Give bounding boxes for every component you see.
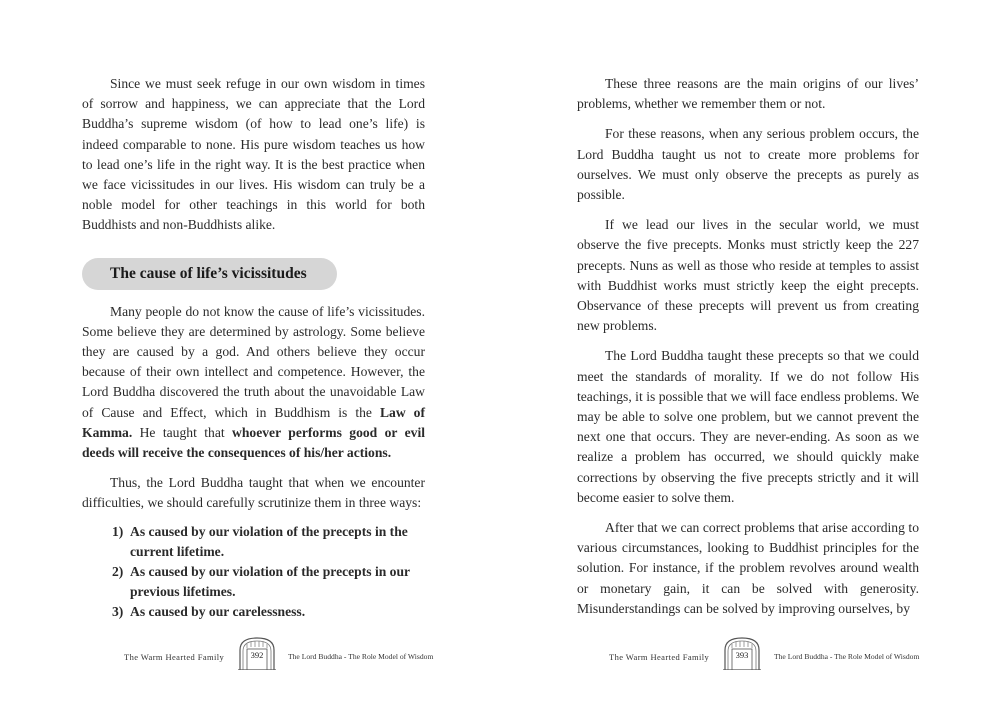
footer-chapter-title: The Lord Buddha - The Role Model of Wisdom (774, 652, 920, 661)
left-paragraph-2 (82, 302, 425, 464)
right-footer (500, 636, 1000, 672)
section-heading (82, 258, 337, 290)
left-paragraph-1: Since we must seek refuge in our own wisdom in times of sorrow and happiness, we can appreciate that the Lord Buddha’s supreme wisdom (of how to lead one’s life) is indeed comparable to none. His pure wisdom teaches us how to lead one’s life in the right way. It is the best practice when we face vicissitudes in our lives. His wisdom can truly be a noble model for other teachings in this world for both Buddhists and non-Buddhists alike. (82, 76, 425, 233)
section-heading-text: The cause of life’s vicissitudes (110, 264, 307, 282)
right-paragraph-5: After that we can correct problems that arise according to various circumstances, looking to Buddhist principles for the solution. For instance, if the problem revolves around wealth or monetary gain, it can be solved with generosity. Misunderstandings can be solved by improving ourselves, by (577, 520, 919, 616)
footer-book-title: The Warm Hearted Family (124, 652, 225, 662)
temple-gate-icon (238, 636, 276, 670)
right-paragraph-4: The Lord Buddha taught these precepts so that we could meet the standards of morality. If we do not follow His teachings, it is possible that we will face endless problems. We may be able to solve one problem, but we cannot prevent the next one that occurs. They are never-ending. As soon as we realize a problem has occurred, we should quickly make corrections by observing the five precepts strictly and it will become easier to solve them. (577, 348, 919, 505)
list-text: As caused by our violation of the precepts in our previous lifetimes. (130, 564, 410, 600)
footer-chapter-title: The Lord Buddha - The Role Model of Wisdom (288, 652, 434, 661)
footer-book-title: The Warm Hearted Family (609, 652, 710, 662)
right-paragraph-3: If we lead our lives in the secular world, we must observe the five precepts. Monks must strictly keep the 227 precepts. Nuns as well as those who reside at temples to assist with Buddhist works must strictly keep the eight precepts. Observance of these precepts will prevent us from creating new problems. (577, 217, 919, 334)
right-paragraph-1: These three reasons are the main origins of our lives’ problems, whether we remember them or not. (577, 76, 919, 112)
consequences-text: whoever performs good or evil deeds will receive the consequences of his/her actions. (82, 424, 425, 461)
paragraph-text: He taught that (132, 424, 233, 440)
list-item (112, 562, 425, 602)
left-footer (0, 636, 500, 672)
list-number: 3) (112, 604, 124, 620)
list-item (112, 602, 425, 622)
paragraph-text: Many people do not know the cause of life’s vicissitudes. Some believe they are determined by astrology. Some believe they are caused by a god. And others believe they occur because of their own intellect and competence. However, the Lord Buddha discovered the truth about the unavoidable Law of Cause and Effect, which in Buddhism is the (82, 303, 425, 420)
page-number: 393 (735, 650, 749, 660)
left-text-column (82, 74, 425, 623)
list-text: As caused by our carelessness. (130, 604, 306, 620)
list-item (112, 522, 425, 562)
right-page (500, 0, 1000, 707)
temple-gate-icon (723, 636, 761, 670)
right-text-column (577, 74, 919, 619)
list-text: As caused by our violation of the precepts in the current lifetime. (130, 523, 408, 559)
law-of-kamma-text: Law of Kamma. (82, 404, 425, 440)
list-number: 2) (112, 564, 124, 580)
list-number: 1) (112, 523, 124, 539)
page-number: 392 (250, 650, 264, 660)
three-ways-list (112, 522, 425, 623)
right-paragraph-2: For these reasons, when any serious problem occurs, the Lord Buddha taught us not to create more problems for ourselves. We must only observe the precepts as purely as possible. (577, 126, 919, 203)
left-paragraph-3: Thus, the Lord Buddha taught that when we encounter difficulties, we should carefully scrutinize them in three ways: (82, 475, 425, 511)
